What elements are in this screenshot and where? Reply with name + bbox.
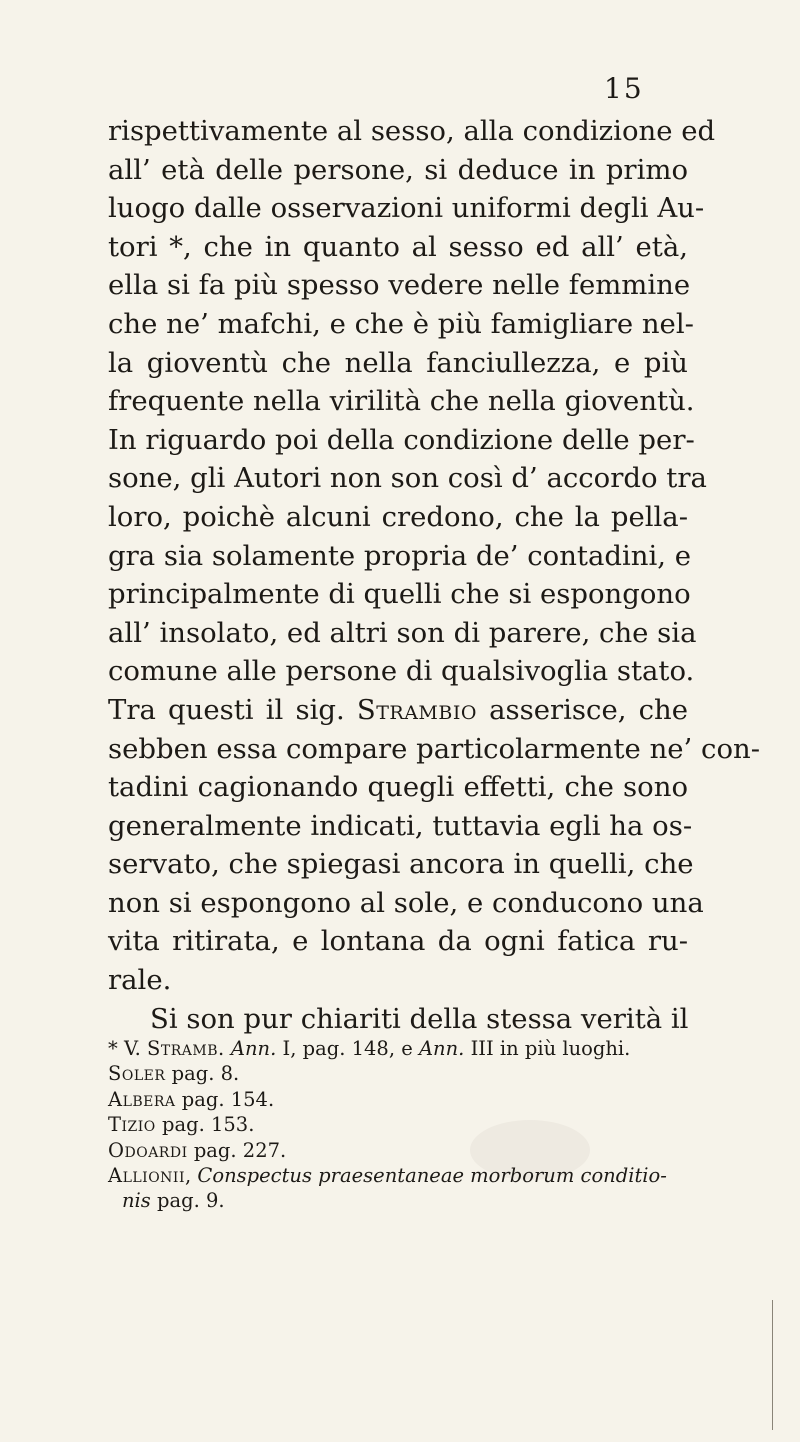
footnote-author: Soler (108, 1062, 166, 1086)
text-line: rale. (108, 964, 172, 997)
footnote-author: Albera (108, 1087, 176, 1111)
body-text (108, 112, 760, 1038)
text-fragment: asserisce, che (489, 693, 688, 726)
footnote-line (108, 1036, 688, 1061)
page-number: 15 (604, 72, 644, 105)
footnote-line (108, 1087, 688, 1112)
text-line: principalmente di quelli che si espongono (108, 578, 691, 611)
text-line: tadini cagionando quegli effetti, che sono (108, 771, 688, 804)
footnote-author: Tizio (108, 1113, 156, 1137)
footnote-text: pag. 227. (193, 1138, 287, 1162)
page-edge-mark (772, 1300, 773, 1430)
footnote-title: Conspectus praesentaneae morborum conditio- (197, 1163, 667, 1187)
text-line: tori *, che in quanto al sesso ed all’ età, (108, 230, 688, 263)
text-line-tra-questi (108, 691, 688, 730)
footnote-text: pag. 153. (161, 1113, 255, 1137)
text-line: che ne’ mafchi, e che è più famigliare nel- (108, 307, 694, 340)
text-line: loro, poichè alcuni credono, che la pella- (108, 500, 688, 533)
footnote-mark: * V. (108, 1037, 141, 1060)
text-fragment: Tra questi il sig. (108, 693, 345, 726)
text-line: sone, gli Autori non son così d’ accordo tra (108, 462, 707, 495)
footnote-line (108, 1188, 688, 1213)
text-line: generalmente indicati, tuttavia egli ha os- (108, 809, 693, 842)
footnote-text: I, pag. 148, e (282, 1037, 413, 1060)
text-line: gra sia solamente propria de’ contadini, e (108, 539, 692, 572)
text-line: non si espongono al sole, e conducono una (108, 886, 704, 919)
footnote-text: pag. 9. (157, 1189, 225, 1213)
footnote-author: Odoardi (108, 1138, 188, 1162)
footnote-line (108, 1138, 688, 1163)
text-line: servato, che spiegasi ancora in quelli, che (108, 848, 694, 881)
footnotes (108, 1036, 688, 1214)
text-line: frequente nella virilità che nella gioventù. (108, 385, 695, 418)
text-line: comune alle persone di qualsivoglia stato. (108, 655, 695, 688)
text-line: Si son pur chiariti della stessa verità il (150, 1002, 689, 1035)
footnote-ref: Ann. (230, 1037, 277, 1060)
footnote-author: Stramb. (147, 1037, 225, 1060)
footnote-text: pag. 8. (171, 1062, 240, 1086)
text-line: In riguardo poi della condizione delle per- (108, 423, 695, 456)
footnote-line (108, 1163, 688, 1188)
author-name-strambio: Strambio (356, 693, 477, 726)
text-line: vita ritirata, e lontana da ogni fatica ru- (108, 925, 688, 958)
footnote-title: nis (122, 1189, 151, 1213)
footnote-text: , (185, 1163, 192, 1187)
text-line: sebben essa compare particolarmente ne’ con- (108, 732, 760, 765)
footnote-author: Allionii (108, 1163, 185, 1187)
footnote-line (108, 1061, 688, 1086)
text-line: all’ età delle persone, si deduce in primo (108, 153, 688, 186)
text-line: ella si fa più spesso vedere nelle femmine (108, 269, 691, 302)
text-line: rispettivamente al sesso, alla condizione ed (108, 115, 716, 147)
footnote-line (108, 1112, 688, 1137)
text-line: la gioventù che nella fanciullezza, e più (108, 346, 688, 379)
text-line: all’ insolato, ed altri son di parere, che sia (108, 616, 697, 649)
footnote-text: pag. 154. (181, 1087, 275, 1111)
text-line: luogo dalle osservazioni uniformi degli Au- (108, 192, 705, 225)
footnote-ref: Ann. (418, 1037, 465, 1060)
footnote-text: III in più luoghi. (470, 1037, 631, 1060)
